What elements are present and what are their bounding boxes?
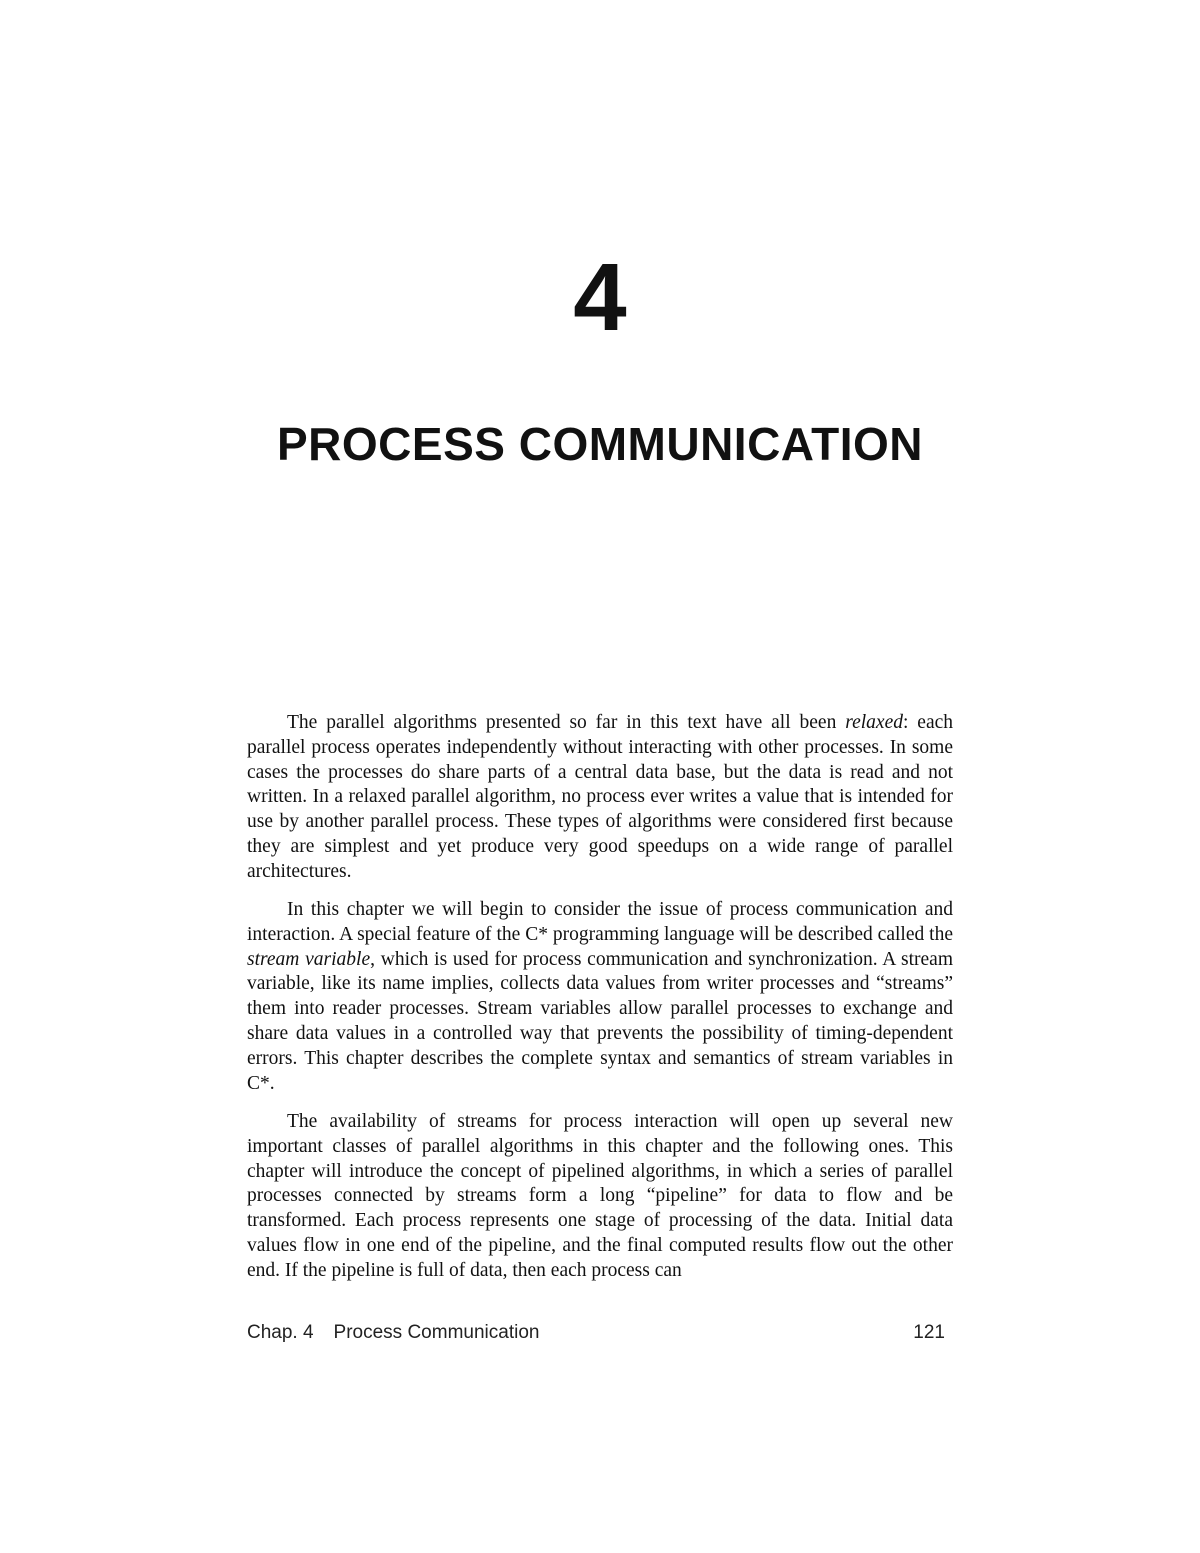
chapter-number: 4 [573,244,627,351]
footer-chapter-label: Chap. 4 [247,1322,314,1343]
paragraph-1-text-a: The parallel algorithms presented so far in this text have all been [287,712,846,733]
emphasis-stream-variable: stream variable [247,948,371,970]
emphasis-relaxed: relaxed [845,712,903,733]
footer-chapter-title: Process Communication [333,1322,540,1343]
page-footer [247,1320,945,1346]
paragraph-2-text-b: , which is used for process communication and synchronization. A stream variable, like its name implies, collects data values from writer processes and “streams” them into reader processes. Stream variables allow parallel processes to exchange and share data values in a controlled way that prevents the possibility of timing-dependent errors. This chapter describes the complete syntax and semantics of stream variables in C*. [247,948,953,1094]
paragraph-2-text-a: In this chapter we will begin to consider the issue of process communication and interaction. A special feature of the C* programming language will be described called the [247,899,953,945]
chapter-title: PROCESS COMMUNICATION [277,418,923,470]
paragraph-1 [247,711,953,885]
chapter-body [247,711,953,1297]
paragraph-2 [247,898,953,1096]
paragraph-1-text-b: : each parallel process operates independently without interacting with other processes. In some cases the processes do share parts of a central data base, but the data is read and not written. In a relaxed parallel algorithm, no process ever writes a value that is intended for use by another parallel process. These types of algorithms were considered first because they are simplest and yet produce very good speedups on a wide range of parallel architectures. [247,712,954,882]
paragraph-3: The availability of streams for process interaction will open up several new important classes of parallel algorithms in this chapter and the following ones. This chapter will introduce the concept of pipelined algorithms, in which a series of parallel processes connected by streams form a long “pipeline” for data to flow and be transformed. Each process represents one stage of processing of the data. Initial data values flow in one end of the pipeline, and the final computed results flow out the other end. If the pipeline is full of data, then each process can [247,1110,953,1281]
running-footer [247,1320,539,1346]
page-number: 121 [913,1322,945,1343]
